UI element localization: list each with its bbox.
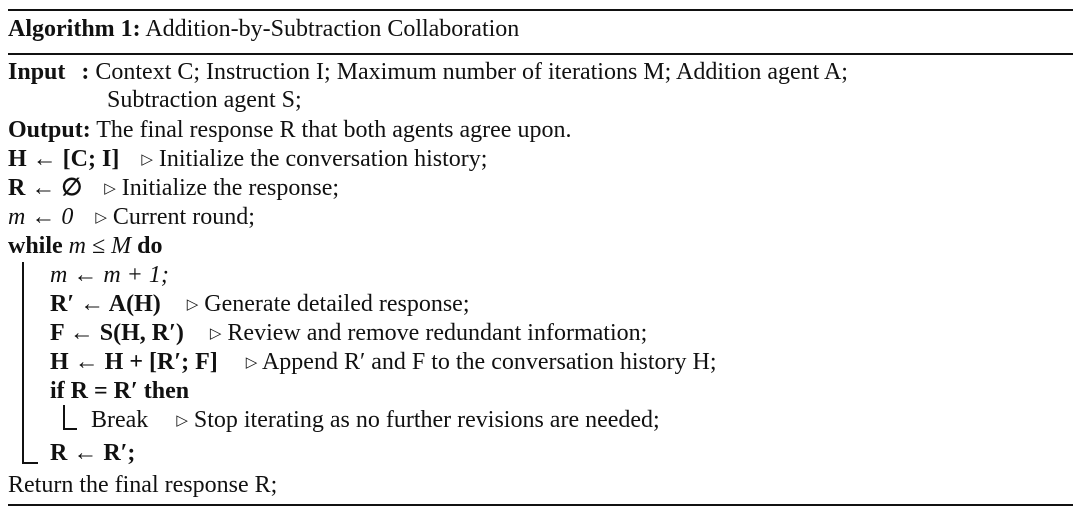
code: R ← ∅ xyxy=(8,175,83,201)
input-text-1: Context C; Instruction I; Maximum number of iterations M; Addition agent A; xyxy=(95,59,848,85)
comment: Generate detailed response; xyxy=(204,291,470,317)
output-text: The final response R that both agents agree upon. xyxy=(96,117,572,143)
algorithm-number: Algorithm 1: xyxy=(8,16,141,42)
code: R ← R′; xyxy=(50,440,136,466)
code: H ← [C; I] xyxy=(8,146,120,172)
while-condition: m ≤ M xyxy=(68,233,132,259)
do-keyword: do xyxy=(137,233,163,259)
top-rule xyxy=(8,9,1073,11)
comment: Append R′ and F to the conversation history H; xyxy=(261,349,717,375)
return-line xyxy=(8,471,277,499)
if-body-bar-end xyxy=(63,428,77,430)
input-text-2: Subtraction agent S; xyxy=(107,87,302,113)
comment: Current round; xyxy=(112,204,255,230)
while-keyword: while xyxy=(8,233,63,259)
break-line xyxy=(91,406,660,437)
comment-marker: ▷ xyxy=(176,413,188,429)
code: m ← 0 xyxy=(8,204,74,230)
while-body-bar-end xyxy=(22,462,38,464)
output-line xyxy=(8,116,571,144)
loop-line-review xyxy=(50,319,647,350)
loop-line-increment xyxy=(50,261,169,289)
comment: Review and remove redundant information; xyxy=(227,320,648,346)
code: H ← H + [R′; F] xyxy=(50,349,218,375)
comment: Initialize the response; xyxy=(121,175,340,201)
comment-marker: ▷ xyxy=(141,152,153,168)
comment-marker: ▷ xyxy=(209,326,222,342)
code: R′ ← A(H) xyxy=(50,291,161,317)
init-response-line xyxy=(8,174,339,205)
input-colon: : xyxy=(81,59,90,85)
if-condition: R = R′ xyxy=(70,378,138,404)
input-line-1 xyxy=(8,58,848,86)
comment: Stop iterating as no further revisions are needed; xyxy=(193,407,660,433)
algorithm-name: Addition-by-Subtraction Collaboration xyxy=(145,16,520,42)
bottom-rule xyxy=(8,504,1073,506)
init-history-line xyxy=(8,145,487,176)
input-line-2 xyxy=(107,86,302,114)
algorithm-title xyxy=(8,15,519,43)
if-line xyxy=(50,377,189,405)
break-text: Break xyxy=(91,407,149,433)
then-keyword: then xyxy=(143,378,190,404)
output-label: Output: xyxy=(8,117,91,143)
while-body-bar xyxy=(22,262,24,463)
title-rule xyxy=(8,53,1073,55)
return-text: Return the final response R; xyxy=(8,472,278,498)
comment: Initialize the conversation history; xyxy=(158,146,488,172)
loop-line-generate xyxy=(50,290,470,321)
final-assign-line xyxy=(50,439,135,467)
comment-marker: ▷ xyxy=(104,181,116,197)
input-label: Input xyxy=(8,59,66,85)
if-body-bar xyxy=(63,405,65,429)
loop-line-append xyxy=(50,348,717,379)
comment-marker: ▷ xyxy=(95,210,107,226)
if-keyword: if xyxy=(50,378,65,404)
while-line xyxy=(8,232,163,260)
code: F ← S(H, R′) xyxy=(50,320,184,346)
code: m ← m + 1; xyxy=(50,262,169,288)
comment-marker: ▷ xyxy=(186,297,199,313)
init-round-line xyxy=(8,203,255,234)
comment-marker: ▷ xyxy=(245,355,258,371)
